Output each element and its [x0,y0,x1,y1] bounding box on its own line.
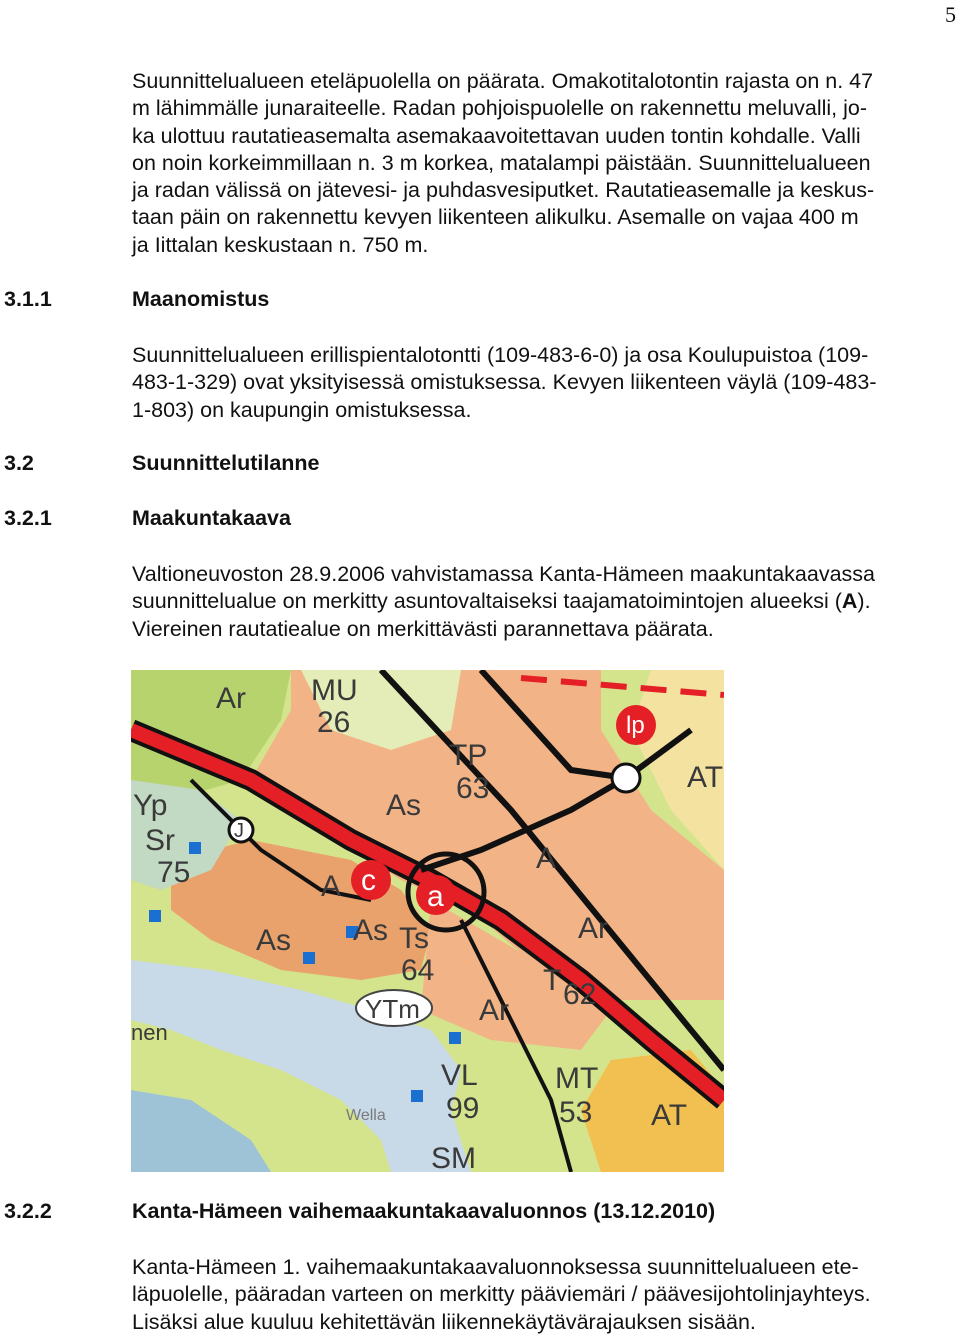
text-segment: suunnittelualue on merkitty asuntovaltaiseksi taajamatoimintojen alueeksi ( [132,589,842,614]
map-label: 75 [157,856,191,889]
map-label: As [386,789,422,822]
section-title-regional-plan: Maakuntakaava [132,506,291,530]
page-number: 5 [945,2,956,27]
map-label: Sr [145,824,175,857]
map-label: TP [449,739,488,772]
text-line: Viereinen rautatiealue on merkittävästi parannettava päärata. [132,616,714,641]
map-label: a [427,880,444,913]
text-line: Valtioneuvoston 28.9.2006 vahvistamassa Kanta-Hämeen maakuntakaavassa [132,562,875,586]
regional-plan-map [131,670,724,1172]
map-label: A [536,842,557,875]
map-label: 26 [317,706,351,739]
map-label: AT [651,1099,688,1132]
text-line: läpuolelle, pääradan varteen on merkitty pääviemäri / päävesijohtolinjayhteys. [132,1282,871,1307]
text-line: Kanta-Hämeen 1. vaihemaakuntakaavaluonnoksessa suunnittelualueen ete- [132,1255,859,1279]
map-label: Yp [133,789,168,822]
map-label: c [361,864,376,897]
text-line [132,588,958,615]
map-label: 64 [401,954,435,987]
text-line: on noin korkeimmillaan n. 3 m korkea, matalampi päistään. Suunnittelualueen [132,150,871,175]
text-line: 483-1-329) ovat yksityisessä omistuksessa. Kevyen liikenteen väylä (109-483- [132,370,877,395]
map-label: 53 [559,1096,593,1129]
plan-symbol-bold: A [841,589,858,614]
map-label: 99 [446,1092,480,1125]
map-label: Ts [399,922,429,955]
map-label: J [234,820,244,842]
map-label: A [321,870,342,903]
service-square [411,1090,423,1102]
map-label: As [256,924,292,957]
section-number-ownership: 3.1.1 [4,287,52,311]
map-label: MT [555,1062,599,1095]
service-square [449,1032,461,1044]
service-square [149,910,161,922]
map-label: Wella [346,1107,386,1124]
service-square [189,842,201,854]
section-number-draft-plan: 3.2.2 [4,1199,52,1223]
map-label: VL [441,1059,478,1092]
text-line: ja Iittalan keskustaan n. 750 m. [132,232,429,257]
map-label: Ar [479,994,509,1027]
ownership-paragraph [132,342,958,424]
map-label: MU [311,674,358,707]
section-number-regional-plan: 3.2.1 [4,506,52,530]
text-line: Lisäksi alue kuuluu kehitettävän liikennekäytävärajauksen sisään. [132,1309,756,1334]
intro-paragraph [132,68,958,259]
text-line: 1-803) on kaupungin omistuksessa. [132,397,472,422]
draft-plan-paragraph [132,1254,958,1336]
service-square [303,952,315,964]
junction-symbol [612,764,640,792]
text-line: ka ulottuu rautatieasemalta asemakaavoitettavan uuden tontin kohdalle. Valli [132,123,861,148]
map-label: 63 [456,772,490,805]
map-label: SM [431,1142,476,1172]
section-title-planning: Suunnittelutilanne [132,451,320,475]
text-line: ja radan välissä on jätevesi- ja puhdasvesiputket. Rautatieasemalle ja keskus- [132,178,875,203]
map-label: nen [131,1020,168,1045]
text-line: Suunnittelualueen eteläpuolella on päärata. Omakotitalotontin rajasta on n. 47 [132,69,874,93]
regional-plan-paragraph [132,561,958,643]
map-label: 62 [563,978,597,1011]
map-label: YTm [365,994,420,1024]
text-line: m lähimmälle junaraiteelle. Radan pohjoispuolelle on rakennettu meluvalli, jo- [132,96,867,121]
text-line: Suunnittelualueen erillispientalotontti (109-483-6-0) ja osa Koulupuistoa (109- [132,343,869,367]
map-label: Ar [578,912,608,945]
map-label: lp [626,712,645,739]
section-title-draft-plan: Kanta-Hämeen vaihemaakuntakaavaluonnos (13.12.2010) [132,1199,716,1223]
map-label: Ar [216,682,246,715]
section-title-ownership: Maanomistus [132,287,270,311]
text-segment: ). [857,589,871,614]
text-line: taan päin on rakennettu kevyen liikenteen alikulku. Asemalle on vajaa 400 m [132,205,859,230]
map-label: T [543,964,562,997]
section-number-planning: 3.2 [4,451,34,475]
map-label: AT [687,761,724,794]
map-label: As [353,914,389,947]
